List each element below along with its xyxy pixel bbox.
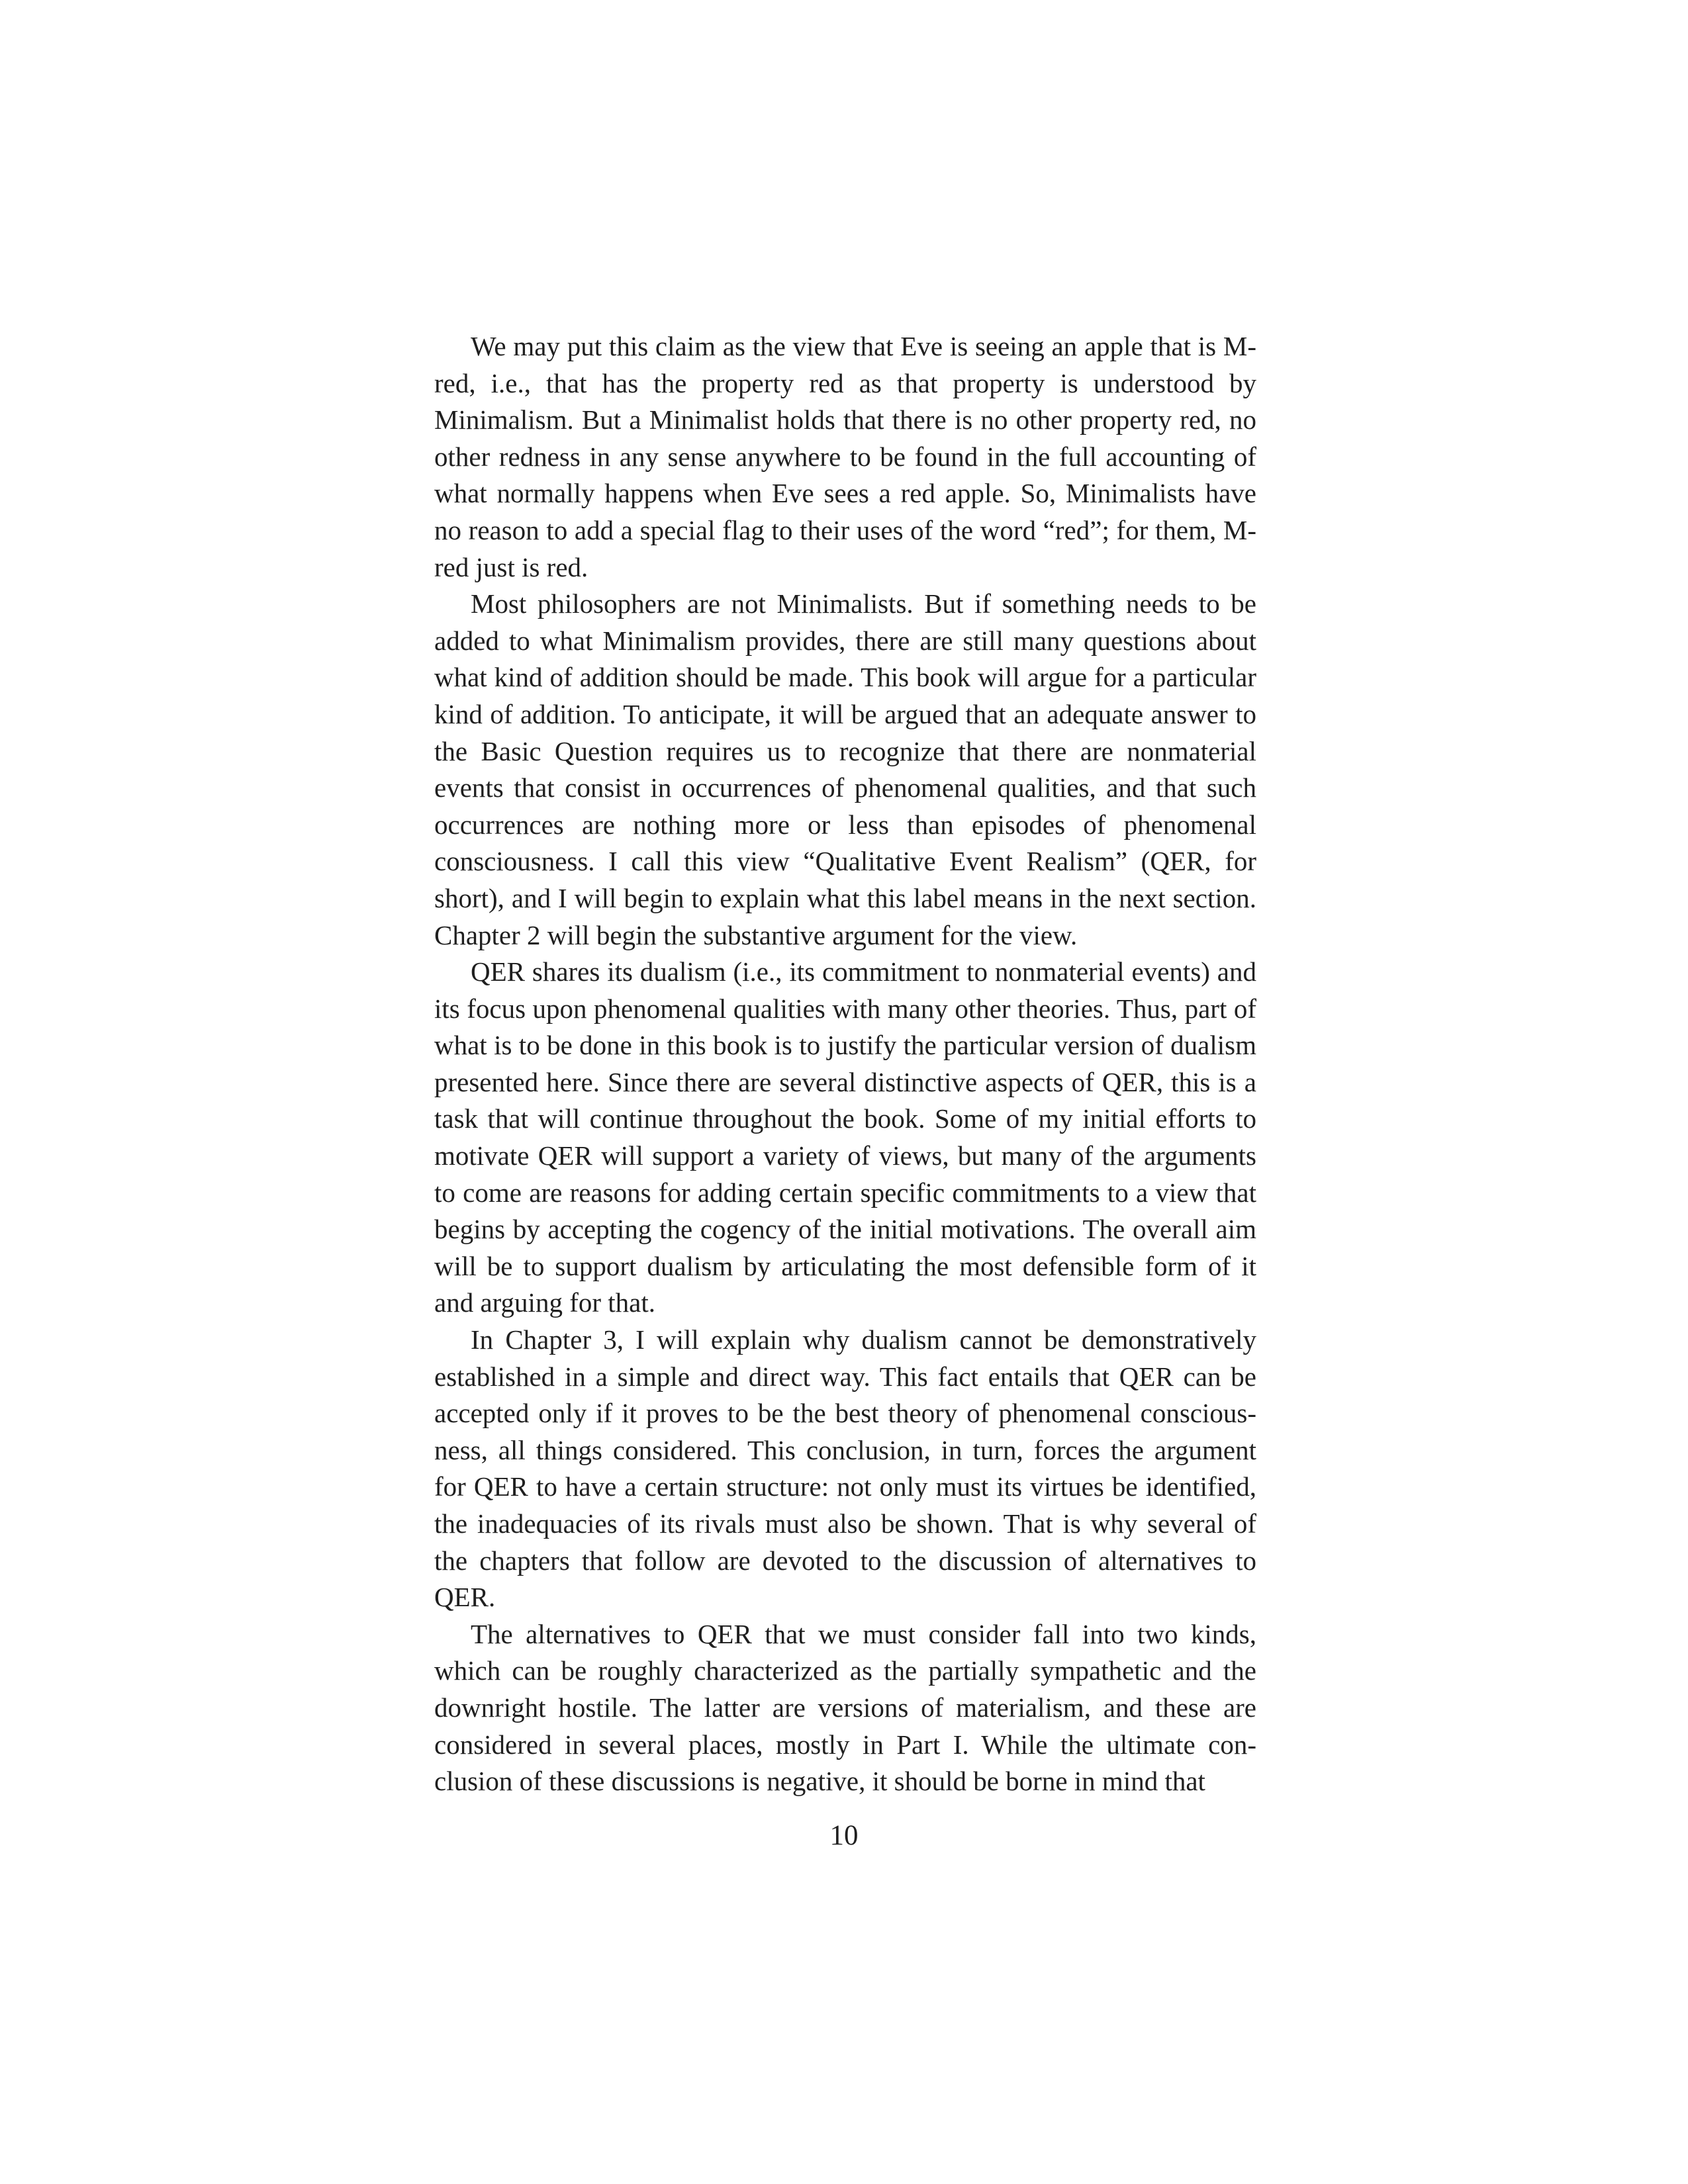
paragraph-qer-dualism: QER shares its dualism (i.e., its commitment to nonmaterial events) and its focus upon phenomenal qualities with many other theories. Thus, part of what is to be done in this book is to justify the particular version of dualism presented here. Since there are several distinctive aspects of QER, this is a task that will continue throughout the book. Some of my initial efforts to motivate QER will support a variety of views, but many of the arguments to come are reasons for adding certain specific commitments to a view that begins by accepting the cogency of the initial motivations. The overall aim will be to support dualism by articulating the most defensible form of it and arguing for that. — [434, 956, 1256, 1318]
page-number: 10 — [829, 1820, 859, 1851]
paragraph-qualitative-event-realism: Most philosophers are not Minimalists. But if something needs to be added to what Minimalism provides, there are still many questions about what kind of addition should be made. This book will argue for a particular kind of addition. To anticipate, it will be argued that an adequate answer to the Basic Question requires us to recognize that there are nonmaterial events that consist in occurrences of phenomenal qualities, and that such occurrences are nothing more or less than episodes of phenomenal consciousness. I call this view “Qualitative Event Realism” (QER, for short), and I will begin to explain what this label means in the next section. Chapter 2 will begin the substantive argument for the view. — [434, 588, 1256, 950]
paragraph-alternatives: The alternatives to QER that we must consider fall into two kinds, which can be roughly characterized as the partially sympathetic and the downright hostile. The latter are versions of materialism, and these are considered in several places, mostly in Part I. While the ultimate conclusion of these discussions is negative, it should be borne in mind that — [434, 1618, 1256, 1797]
body-text — [434, 328, 1256, 1800]
paragraph-chapter-3: In Chapter 3, I will explain why dualism cannot be demonstratively established in a simple and direct way. This fact entails that QER can be accepted only if it proves to be the best theory of phenomenal consciousness, all things considered. This conclusion, in turn, forces the argument for QER to have a certain structure: not only must its virtues be identified, the inadequacies of its rivals must also be shown. That is why several of the chapters that follow are devoted to the discussion of alternatives to QER. — [434, 1324, 1256, 1613]
paragraph-minimalism-m-red: We may put this claim as the view that Eve is seeing an apple that is M-red, i.e., that has the property red as that property is understood by Minimalism. But a Minimalist holds that there is no other property red, no other redness in any sense anywhere to be found in the full accounting of what normally happens when Eve sees a red apple. So, Minimalists have no reason to add a special flag to their uses of the word “red”; for them, M-red just is red. — [434, 331, 1256, 582]
